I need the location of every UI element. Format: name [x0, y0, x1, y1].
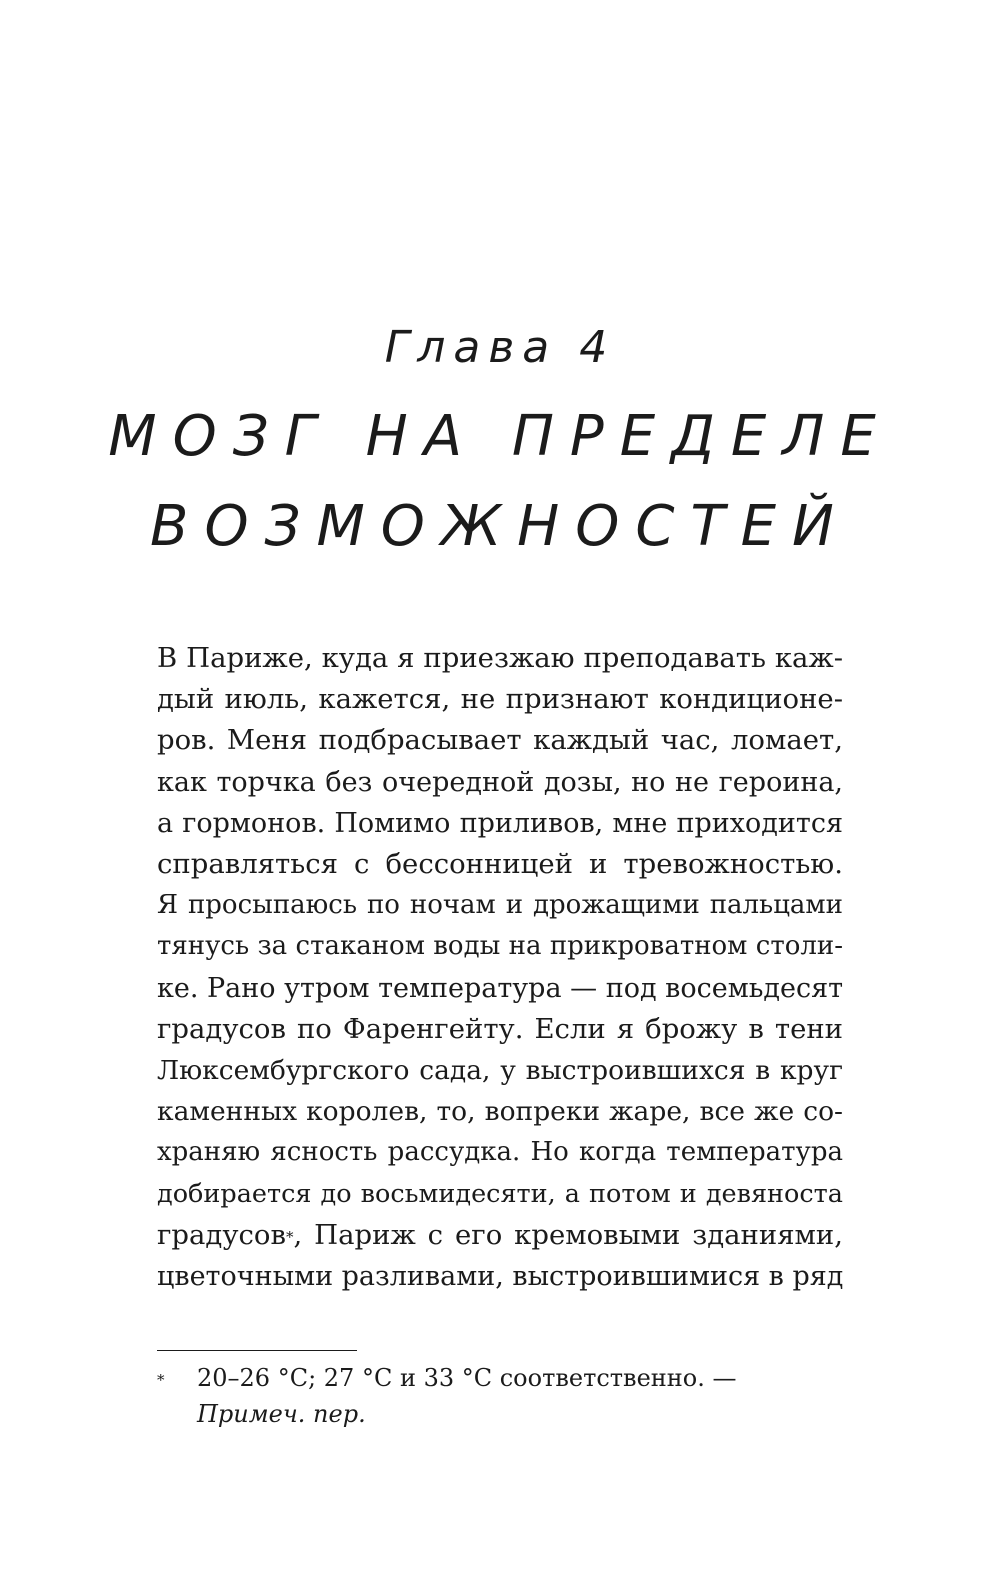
body-paragraph	[157, 638, 843, 1297]
chapter-title-line-2: ВОЗМОЖНОСТЕЙ	[150, 494, 850, 559]
body-line: справляться с бессонницей и тревожностью.	[157, 848, 843, 881]
body-line: храняю ясность рассудка. Но когда температура	[157, 1137, 843, 1168]
chapter-label: Глава 4	[384, 322, 616, 373]
footnote-marker: *	[157, 1371, 165, 1389]
chapter-title	[0, 392, 1000, 572]
footnote-divider	[157, 1350, 357, 1351]
body-line: В Париже, куда я приезжаю преподавать каж-	[157, 642, 843, 674]
body-line: Я просыпаюсь по ночам и дрожащими пальцами	[157, 890, 843, 921]
body-line: дый июль, кажется, не признают кондиционе-	[157, 683, 843, 716]
footnote-translator-note: Примеч. пер.	[197, 1400, 366, 1428]
line-text-before-note: градусов	[157, 1218, 286, 1251]
footnote-reference[interactable]: *	[285, 1227, 294, 1246]
body-line: градусов по Фаренгейту. Если я брожу в тени	[157, 1012, 843, 1045]
body-line: Люксембургского сада, у выстроившихся в круг	[157, 1055, 843, 1087]
body-line: цветочными разливами, выстроившимися в ряд	[157, 1261, 844, 1293]
body-line: ке. Рано утром температура — под восемьдесят	[157, 972, 844, 1004]
body-line: а гормонов. Помимо приливов, мне приходится	[157, 807, 843, 839]
chapter-title-line-1: МОЗГ НА ПРЕДЕЛЕ	[108, 404, 892, 469]
body-line: ров. Меня подбрасывает каждый час, ломает,	[157, 724, 843, 757]
line-text-after-note: , Париж с его кремовыми зданиями,	[293, 1218, 843, 1251]
body-line: как торчка без очередной дозы, но не героина,	[157, 766, 843, 798]
footnote-text: 20–26 °C; 27 °C и 33 °C соответственно. —	[197, 1364, 737, 1392]
body-line: каменных королев, то, вопреки жаре, все же со-	[157, 1096, 843, 1128]
footnote	[157, 1360, 843, 1432]
body-line: тянусь за стаканом воды на прикроватном столи-	[157, 931, 843, 962]
body-line-with-footnote	[157, 1215, 843, 1256]
footnote-body	[197, 1360, 843, 1432]
body-line: добирается до восьмидесяти, а потом и девяноста	[157, 1178, 843, 1209]
